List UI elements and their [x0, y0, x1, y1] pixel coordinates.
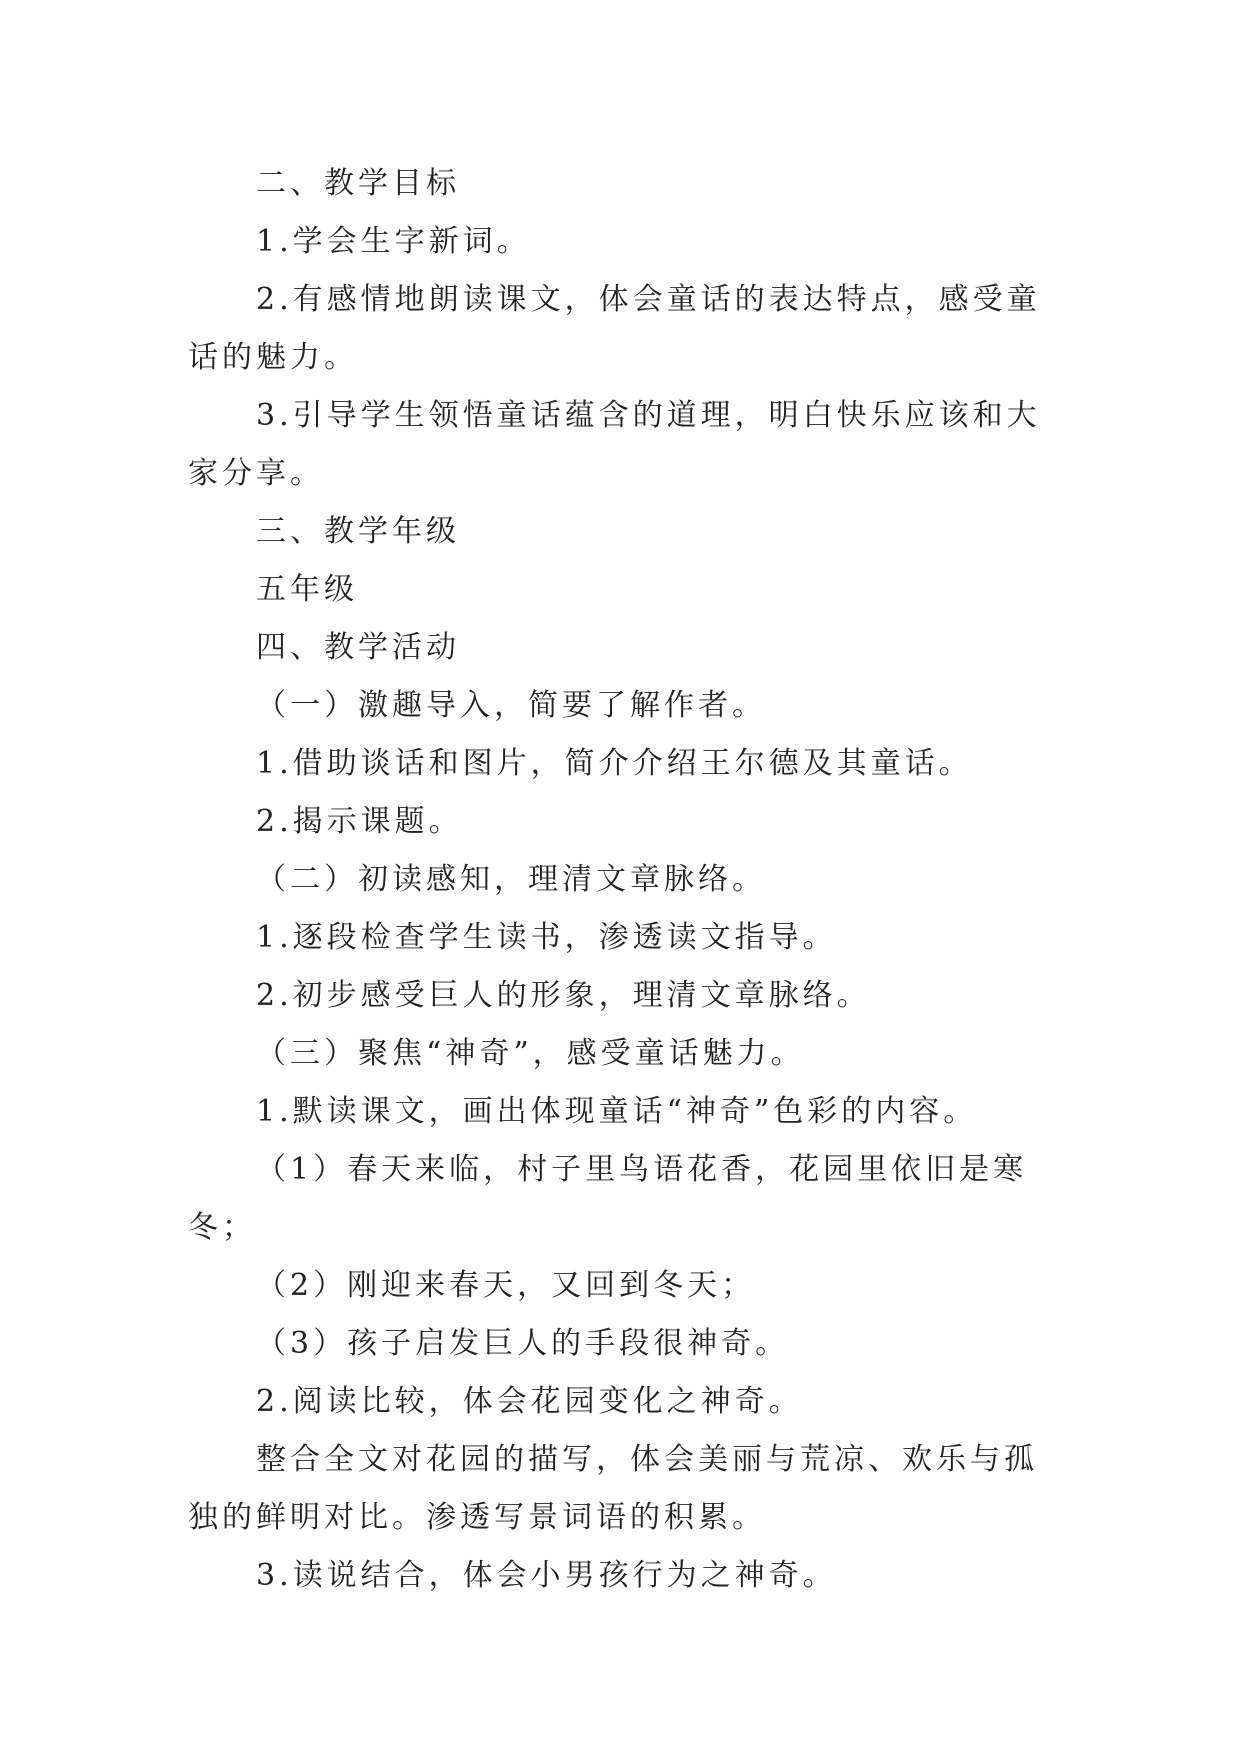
activity-3-item-2-detail: 整合全文对花园的描写，体会美丽与荒凉、欢乐与孤独的鲜明对比。渗透写景词语的积累。: [188, 1442, 1038, 1535]
activity-3-subitem-2: （2）刚迎来春天，又回到冬天；: [256, 1268, 756, 1303]
objective-item-1: 1.学会生字新词。: [256, 224, 531, 259]
objective-item-3: 3.引导学生领悟童话蕴含的道理，明白快乐应该和大家分享。: [188, 398, 1041, 491]
objective-item-2: 2.有感情地朗读课文，体会童话的表达特点，感受童话的魅力。: [188, 282, 1041, 375]
section-heading-grade: 三、教学年级: [256, 514, 460, 549]
activity-1-item-2: 2.揭示课题。: [256, 804, 463, 839]
activity-3-item-1: 1.默读课文，画出体现童话“神奇”色彩的内容。: [256, 1094, 978, 1129]
activity-3-item-3: 3.读说结合，体会小男孩行为之神奇。: [256, 1558, 837, 1593]
activity-part-2: （二）初读感知，理清文章脉络。: [256, 862, 766, 897]
document-body: [188, 155, 1068, 1605]
activity-2-item-2: 2.初步感受巨人的形象，理清文章脉络。: [256, 978, 871, 1013]
activity-2-item-1: 1.逐段检查学生读书，渗透读文指导。: [256, 920, 837, 955]
section-heading-activities: 四、教学活动: [256, 630, 460, 665]
activity-3-subitem-3: （3）孩子启发巨人的手段很神奇。: [256, 1326, 790, 1361]
grade-value: 五年级: [256, 572, 358, 607]
section-heading-objectives: 二、教学目标: [256, 166, 460, 201]
activity-part-1: （一）激趣导入，简要了解作者。: [256, 688, 766, 723]
activity-1-item-1: 1.借助谈话和图片，简介介绍王尔德及其童话。: [256, 746, 973, 781]
activity-part-3: （三）聚焦“神奇”，感受童话魅力。: [256, 1036, 805, 1071]
activity-3-subitem-1: （1）春天来临，村子里鸟语花香，花园里依旧是寒冬；: [188, 1152, 1028, 1245]
activity-3-item-2: 2.阅读比较，体会花园变化之神奇。: [256, 1384, 803, 1419]
